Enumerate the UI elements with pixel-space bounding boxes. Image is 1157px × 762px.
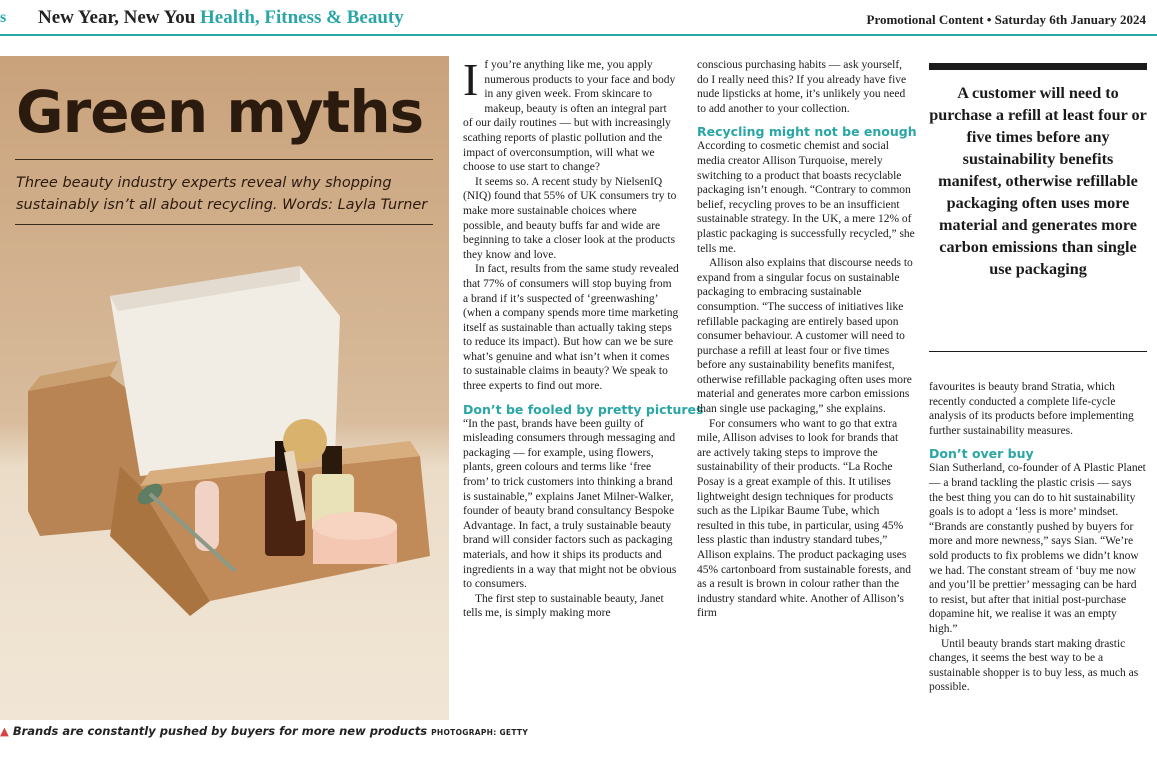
- subheading: Don’t over buy: [929, 446, 1034, 462]
- subheading: Recycling might not be enough: [697, 124, 917, 140]
- headline-rule-top: [15, 159, 433, 160]
- section-subtitle: Health, Fitness & Beauty: [200, 7, 404, 28]
- pull-quote: [929, 63, 1147, 352]
- paragraph: It seems so. A recent study by NielsenIQ (NIQ) found that 55% of UK consumers try to make more sustainable choices where possible, and beauty buffs far and wide are beginning to take a closer look at the products they know and love.: [463, 175, 677, 261]
- standfirst-rule-bottom: [15, 224, 433, 225]
- article-column-3: [929, 380, 1147, 740]
- drop-cap: I: [463, 54, 479, 105]
- standfirst: Three beauty industry experts reveal why shopping sustainably isn’t all about recycling. Words: Layla Turner: [16, 175, 428, 213]
- article-column-2: [697, 58, 915, 738]
- caption-triangle-icon: ▲: [0, 724, 13, 738]
- paragraph: conscious purchasing habits — ask yourself, do I really need this? If you already have five nude lipsticks at home, it’s unlikely you need to add another to your collection.: [697, 59, 907, 115]
- paragraph: Allison also explains that discourse needs to expand from a singular focus on sustainable packaging to embracing sustainable consumption. “The success of initiatives like refillable packaging are entirely based upon consumer behaviour. A customer will need to purchase a refill at least four or five times before any sustainability benefits manifest, otherwise refillable packaging often uses more material and generates more carbon emissions than single use packaging,” she explains.: [697, 257, 913, 416]
- caption-text: Brands are constantly pushed by buyers for more new products: [12, 724, 428, 738]
- header-edge-letter: s: [0, 9, 7, 26]
- hero-photo: [0, 56, 449, 720]
- photo-caption: [0, 724, 528, 738]
- paragraph: In fact, results from the same study revealed that 77% of consumers will stop buying from a brand if it’s suspected of ‘greenwashing’ (when a company spends more time marketing itself as sustainable than actually taking steps to reduce its impact). But how can we be sure what’s genuine and what isn’t when it comes to sustainable claims in beauty? We speak to three experts to find out more.: [463, 263, 679, 393]
- page-header: [0, 0, 1157, 36]
- paragraph: The first step to sustainable beauty, Janet tells me, is simply making more: [463, 592, 664, 620]
- paragraph: Sian Sutherland, co-founder of A Plastic Planet — a brand tackling the plastic crisis — says the best thing you can do to hit sustainability goals is to adopt a ‘less is more’ mindset. “Brands are constantly pushed by buyers for more and more newness,” says Sian. “We’re sold products to fix problems we didn’t know we had. The constant stream of ‘buy me now and you’ll be prettier’ messaging can be hard to resist, but after that initial post-purchase dopamine hit, we realise it was an empty high.”: [929, 462, 1146, 635]
- dateline: Promotional Content • Saturday 6th January 2024: [866, 12, 1146, 27]
- product-box-illustration: [0, 56, 449, 720]
- section-title-main: New Year, New You: [38, 7, 196, 28]
- paragraph: According to cosmetic chemist and social media creator Allison Turquoise, merely switching to a product that boasts recyclable packaging isn’t enough. “Contrary to common belief, recycling proves to be an insufficient sustainable strategy. In the UK, a mere 12% of plastic packaging is successfully recycled,” she tells me.: [697, 140, 915, 255]
- subheading: Don’t be fooled by pretty pictures: [463, 401, 704, 417]
- photo-credit: PHOTOGRAPH: GETTY: [431, 728, 529, 737]
- paragraph: favourites is beauty brand Stratia, which recently conducted a complete life-cycle analysis of its products before implementing further sustainability measures.: [929, 381, 1134, 437]
- paragraph: “In the past, brands have been guilty of misleading consumers through messaging and packaging — for example, using flowers, plants, green colours and terms like ‘free from’ to trick customers into thinking a brand is sustainable,” explains Janet Milner-Walker, founder of beauty brand consultancy Bespoke Advantage. In fact, a truly sustainable beauty brand will consider factors such as packaging materials, and how it ships its products and ingredients in a way that might not be obvious to consumers.: [463, 417, 677, 591]
- section-title: [38, 7, 404, 29]
- paragraph: Until beauty brands start making drastic changes, it seems the best way to be a sustainable shopper is to buy less, as much as possible.: [929, 637, 1139, 694]
- paragraph: f you’re anything like me, you apply numerous products to your face and body in any given week. From skincare to makeup, beauty is often an integral part of our daily routines — but with increasingly scathing reports of plastic pollution and the impact of overconsumption, will what we choose to use start to change?: [463, 59, 676, 174]
- article-column-1: [463, 54, 704, 738]
- paragraph: For consumers who want to go that extra mile, Allison advises to look for brands that are actively taking steps to improve the sustainability of their products. “La Roche Posay is a great example of this. It utilises lightweight design techniques for products such as the Lipikar Baume Tube, which resulted in this tube, in particular, using 45% less plastic than industry standard tubes,” Allison explains. The product packaging uses 45% cartonboard from sustainable forests, and as a result is brown in colour rather than the industry standard white. Another of Allison’s firm: [697, 417, 911, 620]
- headline: Green myths: [16, 78, 424, 146]
- pull-quote-text: A customer will need to purchase a refill at least four or five times before any sustainability benefits manifest, otherwise refillable packaging often uses more material and generates more carbon emissions than single use packaging: [929, 84, 1147, 278]
